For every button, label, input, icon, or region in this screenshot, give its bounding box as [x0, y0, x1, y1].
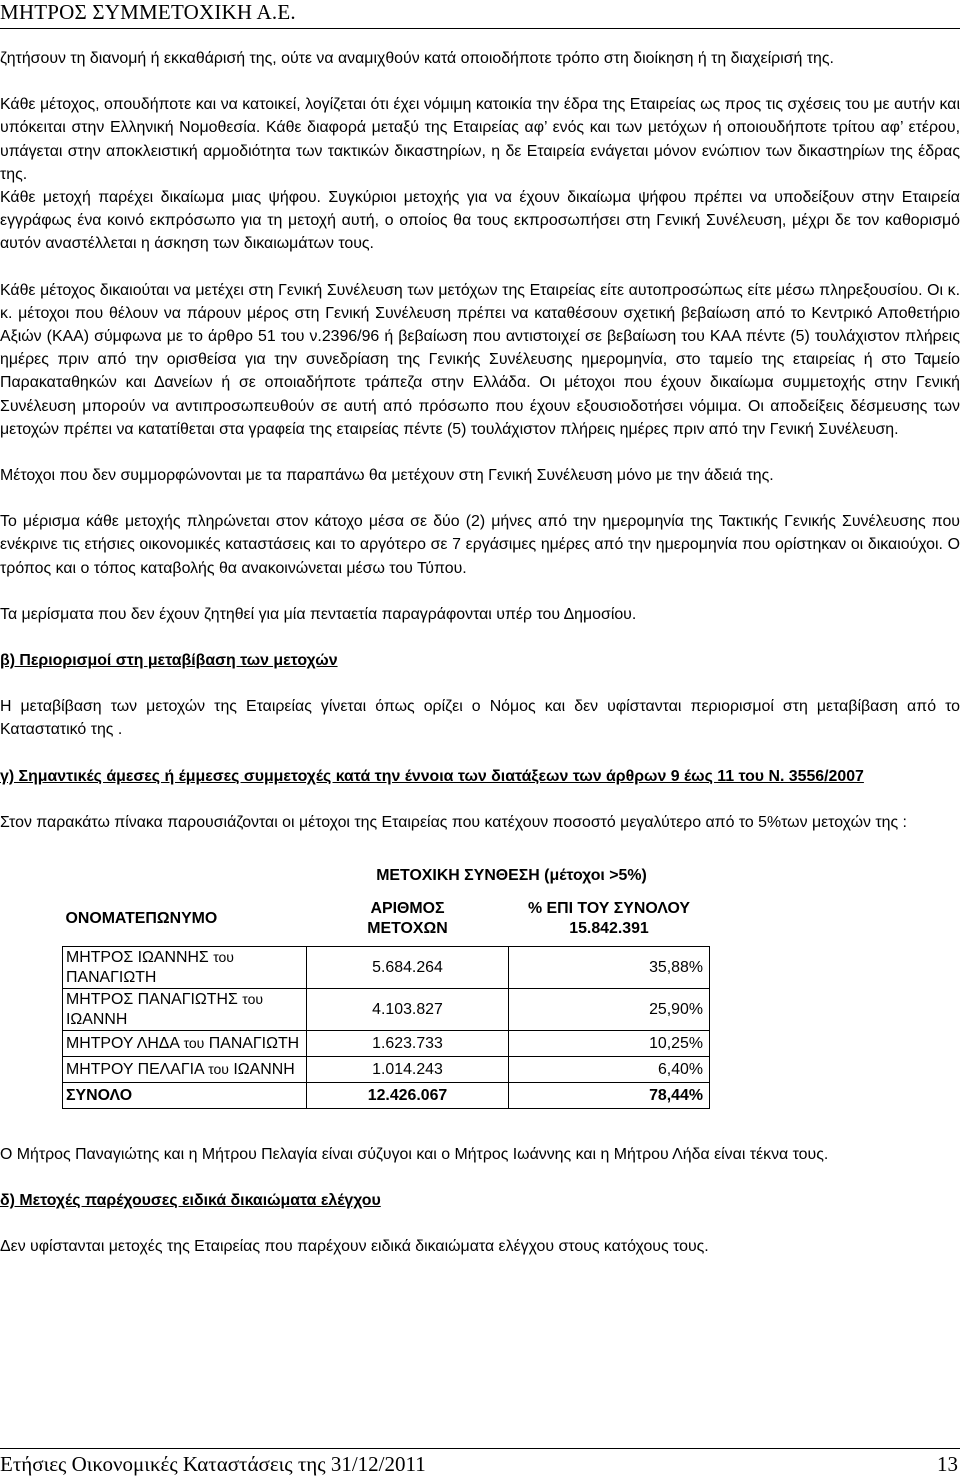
section-heading-d: δ) Μετοχές παρέχουσες ειδικά δικαιώματα ελέγχου — [0, 1192, 381, 1210]
table-row — [63, 947, 710, 989]
shares-cell: 4.103.827 — [307, 989, 509, 1031]
paragraph: Ο Μήτρος Παναγιώτης και η Μήτρου Πελαγία είναι σύζυγοι και ο Μήτρος Ιωάννης και η Μήτρου Λήδα είναι τέκνα τους. — [0, 1146, 829, 1164]
shares-cell: 1.623.733 — [307, 1031, 509, 1057]
paragraph: Μέτοχοι που δεν συμμορφώνονται με τα παραπάνω θα μετέχουν στη Γενική Συνέλευση μόνο με την άδειά της. — [0, 467, 774, 485]
footer-title: Ετήσιες Οικονομικές Καταστάσεις της 31/12/2011 — [0, 1452, 426, 1476]
paragraph: Τα μερίσματα που δεν έχουν ζητηθεί για μία πενταετία παραγράφονται υπέρ του Δημοσίου. — [0, 605, 637, 623]
table-row — [63, 989, 710, 1031]
paragraph: Κάθε μετοχή παρέχει δικαίωμα μιας ψήφου. Συγκύριοι μετοχής για να έχουν δικαίωμα ψήφου πρέπει να υποδείξουν στην Εταιρεία εγγράφως ένα κοινό εκπρόσωπο για τη μετοχή αυτή, ο οποίος θα τους εκπροσωπήσει στη Γενική Συνέλευση, μέχρι δε τον καθορισμό αυτόν αναστέλλεται η άσκηση των δικαιωμάτων τους. — [0, 189, 960, 253]
percent-cell: 25,90% — [509, 989, 710, 1031]
paragraph: Στον παρακάτω πίνακα παρουσιάζονται οι μέτοχοι της Εταιρείας που κατέχουν ποσοστό μεγαλύτερο από το 5%των μετοχών της : — [0, 813, 907, 831]
column-header-shares: ΑΡΙΘΜΟΣ ΜΕΤΟΧΩΝ — [367, 900, 448, 938]
shareholder-name: ΜΗΤΡΟΥ ΛΗΔΑ του ΠΑΝΑΓΙΩΤΗ — [63, 1031, 307, 1057]
table-caption: ΜΕΤΟΧΙΚΗ ΣΥΝΘΕΣΗ (μέτοχοι >5%) — [376, 867, 647, 885]
column-header-name: ΟΝΟΜΑΤΕΠΩΝΥΜΟ — [65, 910, 218, 928]
paragraph: Κάθε μέτοχος, οπουδήποτε και να κατοικεί, λογίζεται ότι έχει νόμιμη κατοικία την έδρα της Εταιρείας ως προς τις σχέσεις του με αυτήν και υπόκειται στην Ελληνική Νομοθεσία. Κάθε διαφορά μεταξύ της Εταιρείας αφ’ ενός και των μετόχων ή οποιουδήποτε τρίτου αφ’ ετέρου, υπάγεται στην αποκλειστική αρμοδιότητα των τακτικών δικαστηρίων, η δε Εταιρεία ενάγεται μόνον ενώπιον των δικαστηρίων της έδρας της. — [0, 96, 960, 183]
paragraph: ζητήσουν τη διανομή ή εκκαθάρισή της, ούτε να αναμιχθούν κατά οποιοδήποτε τρόπο στη διοίκηση ή τη διαχείρισή της. — [0, 50, 834, 67]
percent-cell: 35,88% — [509, 947, 710, 989]
shares-cell: 1.014.243 — [307, 1057, 509, 1083]
running-header: ΜΗΤΡΟΣ ΣΥΜΜΕΤΟΧΙΚΗ Α.Ε. — [0, 0, 296, 24]
total-shares: 12.426.067 — [307, 1083, 509, 1109]
shares-cell: 5.684.264 — [307, 947, 509, 989]
paragraph: Δεν υφίστανται μετοχές της Εταιρείας που παρέχουν ειδικά δικαιώματα ελέγχου στους κατόχους τους. — [0, 1238, 709, 1256]
table-row — [63, 1031, 710, 1057]
shareholder-name: ΜΗΤΡΟΣ ΠΑΝΑΓΙΩΤΗΣ του ΙΩΑΝΝΗ — [63, 989, 307, 1031]
running-footer — [0, 1452, 960, 1476]
header-rule — [0, 28, 960, 29]
shareholders-table — [62, 860, 710, 1109]
paragraph: Κάθε μέτοχος δικαιούται να μετέχει στη Γενική Συνέλευση των μετόχων της Εταιρείας είτε αυτοπροσώπως είτε μέσω πληρεξουσίου. Οι κ. κ. μέτοχοι που θέλουν να πάρουν μέρος στη Γενική Συνέλευση πρέπει να καταθέσουν σχετική βεβαίωση από το Κεντρικό Αποθετήριο Αξιών (ΚΑΑ) σύμφωνα με το άρθρο 51 του ν.2396/96 ή βεβαίωση που αντιστοιχεί σε βεβαίωση του ΚΑΑ πέντε (5) τουλάχιστον πλήρεις ημέρες πριν από την ορισθείσα για την συνεδρίαση της Γενικής Συνέλευσης ημερομηνία, στο ταμείο της εταιρείας ή στο Ταμείο Παρακαταθηκών και Δανείων ή σε οποιαδήποτε τράπεζα στην Ελλάδα. Οι μέτοχοι που έχουν δικαίωμα συμμετοχής στην Γενική Συνέλευση μπορούν να αντιπροσωπευθούν σε αυτή από πρόσωπο που έχουν εξουσιοδοτήσει νόμιμα. Οι αποδείξεις δέσμευσης των μετοχών πρέπει να κατατίθεται στα γραφεία της εταιρείας πέντε (5) τουλάχιστον πλήρεις ημέρες πριν από την Γενική Συνέλευση. — [0, 281, 960, 438]
section-heading-b: β) Περιορισμοί στη μεταβίβαση των μετοχών — [0, 652, 338, 670]
column-header-percent: % ΕΠΙ ΤΟΥ ΣΥΝΟΛΟΥ 15.842.391 — [527, 900, 691, 938]
total-percent: 78,44% — [509, 1083, 710, 1109]
table-row — [63, 1057, 710, 1083]
shareholder-name: ΜΗΤΡΟΣ ΙΩΑΝΝΗΣ του ΠΑΝΑΓΙΩΤΗ — [63, 947, 307, 989]
percent-cell: 10,25% — [509, 1031, 710, 1057]
percent-cell: 6,40% — [509, 1057, 710, 1083]
page-number: 13 — [937, 1452, 958, 1476]
paragraph: Το μέρισμα κάθε μετοχής πληρώνεται στον κάτοχο μέσα σε δύο (2) μήνες από την ημερομηνία της Τακτικής Γενικής Συνέλευσης που ενέκρινε τις ετήσιες οικονομικές καταστάσεις και το αργότερο σε 7 εργάσιμες ημέρες από την ημερομηνία που ορίστηκαν οι δικαιούχοι. Ο τρόπος και ο τόπος καταβολής θα ανακοινώνεται μέσω του Τύπου. — [0, 513, 960, 577]
paragraph: Η μεταβίβαση των μετοχών της Εταιρείας γίνεται όπως ορίζει ο Νόμος και δεν υφίστανται περιορισμοί στη μεταβίβαση από το Καταστατικό της . — [0, 698, 960, 739]
document-body — [0, 47, 960, 1259]
total-label: ΣΥΝΟΛΟ — [63, 1083, 307, 1109]
section-heading-c: γ) Σημαντικές άμεσες ή έμμεσες συμμετοχές κατά την έννοια των διατάξεων των άρθρων 9 έως 11 του Ν. 3556/2007 — [0, 767, 864, 785]
shareholder-name: ΜΗΤΡΟΥ ΠΕΛΑΓΙΑ του ΙΩΑΝΝΗ — [63, 1057, 307, 1083]
footer-rule — [0, 1448, 960, 1449]
table-total-row — [63, 1083, 710, 1109]
